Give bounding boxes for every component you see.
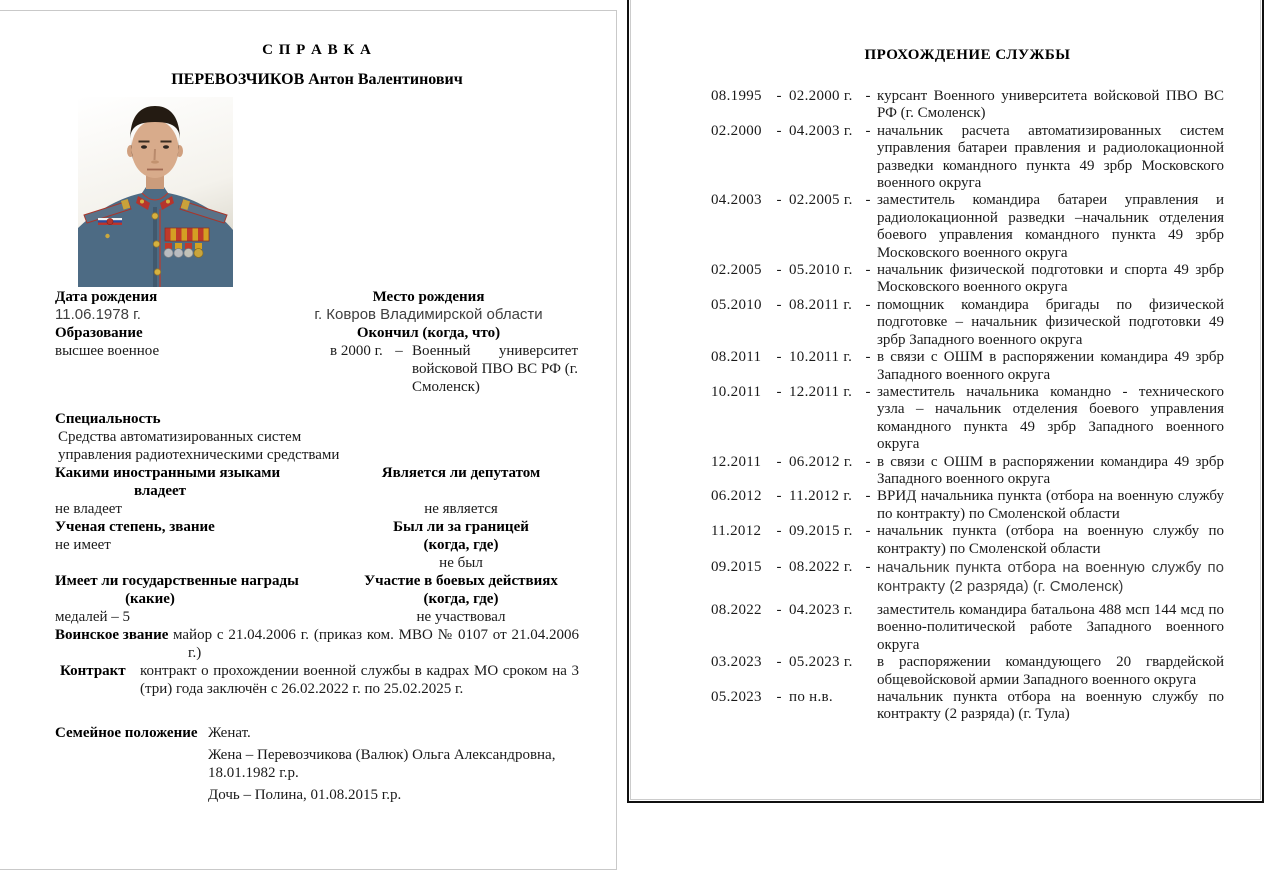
service-position: начальник физической подготовки и спорта 49 зрбр Московского военного округа [877,262,1224,296]
awards-block [55,572,340,626]
languages-label-line1: Какими иностранными языками [55,465,281,481]
languages-value: не владеет [55,501,122,517]
service-entry [711,88,1224,123]
service-date-to: 12.2011 г. [789,383,853,400]
family-line: Женат. [208,725,251,741]
service-date-from: 03.2023 [711,654,762,671]
education-header-row [55,324,579,342]
awards-combat-row [55,572,579,626]
birth-header-row [55,288,579,306]
date-range-separator: - [776,601,782,618]
combat-label-line1: Участие в боевых действиях [364,573,558,589]
languages-deputy-values [55,500,579,518]
entry-dash: - [865,122,871,139]
birth-value-row [55,306,579,324]
page-title: С П Р А В К А [262,42,372,58]
deputy-label: Является ли депутатом [381,465,541,481]
date-range-separator: - [776,122,782,139]
service-date-to: 05.2010 г. [789,262,853,279]
service-position: ВРИД начальника пункта (отбора на военную службу по контракту) по Смоленской области [877,488,1224,522]
service-date-from: 05.2023 [711,689,762,705]
graduated-label: Окончил (когда, что) [356,325,501,341]
rank-value: майор с 21.04.2006 г. (приказ ком. МВО № 0107 от 21.04.2006 г.) [173,627,579,661]
service-record-content [631,0,1260,799]
rank-label: Воинское звание [55,627,169,643]
family-line: Дочь – Полина, 01.08.2015 г.р. [208,787,402,803]
service-entry [711,297,1224,349]
languages-label [55,464,310,500]
entry-dash: - [865,262,871,279]
certificate-content [0,11,616,804]
awards-label-line1: Имеет ли государственные награды [55,573,299,589]
service-position: начальник пункта (отбора на военную службу по контракту) по Смоленской области [877,523,1224,557]
service-date-to: 04.2003 г. [789,122,853,139]
service-date-from: 06.2012 [711,488,762,505]
service-position: заместитель начальника командно - технического узла – начальник отделения боевого управления командного пункта 49 зрбр Западного военного округа [877,383,1224,453]
service-entry [711,454,1224,489]
date-range-separator: - [776,558,782,575]
graduated-institution: Военный университет войсковой ПВО ВС РФ (г. Смоленск) [412,343,578,395]
specialty-line1: Средства автоматизированных систем [58,429,302,445]
family-line: 18.01.1982 г.р. [208,765,299,781]
date-range-separator: - [776,296,782,313]
education-label: Образование [55,325,143,341]
service-entry [711,602,1224,654]
entry-dash: - [865,296,871,313]
date-range-separator: - [776,383,782,400]
service-date-to: 05.2023 г. [789,654,853,671]
service-date-to: 06.2012 г. [789,453,853,470]
service-date-from: 10.2011 [711,383,762,400]
ribbon-bar [165,228,209,241]
graduated-value [330,342,578,396]
service-entry [711,384,1224,454]
education-value: высшее военное [55,343,160,359]
service-entry [711,192,1224,262]
entry-dash: - [865,192,871,209]
family-line: Жена – Перевозчикова (Валюк) Ольга Александровна, [208,747,556,763]
service-date-from: 04.2003 [711,192,762,209]
service-position: в распоряжении командующего 20 гвардейской общевойсковой армии Западного военного округа [877,654,1224,688]
service-position: заместитель командира батальона 488 мсп 144 мсд по военно-политической работе Западного военного округа [877,601,1224,653]
service-entry [711,654,1224,689]
service-entry [711,523,1224,558]
certificate-page [0,10,617,870]
date-range-separator: - [776,523,782,540]
family-row [55,724,579,804]
date-range-separator: - [776,488,782,505]
service-entry [711,689,1224,724]
date-range-separator: - [776,88,782,104]
service-entry [711,558,1224,596]
entry-dash: - [865,523,871,540]
service-entries [711,88,1224,724]
entry-dash: - [865,453,871,470]
entry-dash [859,654,877,689]
service-date-to: 02.2005 г. [789,192,853,209]
service-record-page [627,0,1264,803]
service-date-to: 08.2011 г. [789,296,853,313]
entry-dash: - [865,488,871,505]
date-range-separator: - [776,654,782,671]
service-date-to: 09.2015 г. [789,523,853,540]
contract-value: контракт о прохождении военной службы в кадрах МО сроком на 3 (три) года заключён с 26.02.2022 г. по 25.02.2025 г. [140,663,579,697]
service-date-from: 08.2022 [711,601,762,618]
service-date-from: 12.2011 [711,453,762,470]
service-position: начальник пункта отбора на военную службу по контракту (2 разряда) (г. Смоленск) [877,558,1224,595]
degree-block [55,518,287,572]
rank-row [55,626,579,662]
service-entry [711,262,1224,297]
service-date-from: 02.2000 [711,122,762,139]
birth-date-label: Дата рождения [55,289,158,305]
combat-block [346,572,576,626]
service-entry [711,488,1224,523]
service-position: помощник командира бригады по физической подготовке – начальник физической подготовки 49 зрбр Западного военного округа [877,296,1224,348]
service-position: начальник пункта отбора на военную службу по контракту (2 разряда) (г. Тула) [877,689,1224,723]
degree-label: Ученая степень, звание [55,519,215,535]
service-date-from: 09.2015 [711,558,762,575]
abroad-label-line1: Был ли за границей [393,519,529,535]
abroad-value: не был [439,555,483,571]
awards-label-line2: (какие) [125,591,175,607]
service-record-title: ПРОХОЖДЕНИЕ СЛУЖБЫ [864,47,1071,63]
abroad-label-line2: (когда, где) [423,537,499,553]
combat-label-line2: (когда, где) [423,591,499,607]
birth-place-label: Место рождения [372,289,485,305]
contract-row [55,662,579,698]
date-range-separator: - [776,262,782,279]
service-date-from: 02.2005 [711,262,762,279]
entry-dash: - [865,558,871,575]
person-full-name: ПЕРЕВОЗЧИКОВ Антон Валентинович [171,71,463,88]
graduated-year: в 2000 г. [330,343,383,359]
service-entry [711,349,1224,384]
birth-place-value: г. Ковров Владимирской области [314,306,543,323]
family-label: Семейное положение [55,725,198,741]
service-position: заместитель командира батареи управления и радиолокационной разведки –начальник отделения боевого управления командного пункта 49 зрбр Московского военного округа [877,192,1224,261]
education-value-row [55,342,579,396]
entry-dash [859,602,877,654]
date-range-separator: - [776,453,782,470]
birth-date-value: 11.06.1978 г. [55,306,141,323]
degree-abroad-row [55,518,579,572]
date-range-separator: - [776,689,782,705]
service-position: в связи с ОШМ в распоряжении командира 49 зрбр Западного военного округа [877,453,1224,487]
specialty-line2: управления радиотехническими средствами [58,447,340,463]
degree-value: не имеет [55,537,111,553]
date-range-separator: - [776,192,782,209]
entry-dash: - [865,383,871,400]
service-entry [711,123,1224,193]
service-date-from: 08.1995 [711,88,762,104]
specialty-label: Специальность [55,411,161,427]
combat-value: не участвовал [416,609,506,625]
deputy-value: не является [424,501,498,517]
service-date-from: 11.2012 [711,523,762,540]
contract-label: Контракт [60,663,126,679]
service-position: начальник расчета автоматизированных систем управления батареи правления и радиолокационной разведки командного пункта 49 зрбр Московского военного округа [877,122,1224,192]
service-date-to: 10.2011 г. [789,349,853,366]
languages-label-line2: владеет [133,483,187,499]
abroad-block [346,518,576,572]
entry-dash: - [865,88,871,104]
date-range-separator: - [776,349,782,366]
service-date-to: 08.2022 г. [789,558,853,575]
service-position: курсант Военного университета войсковой ПВО ВС РФ (г. Смоленск) [877,88,1224,122]
officer-photo [78,97,233,287]
service-date-to: 04.2023 г. [789,601,853,618]
service-date-from: 05.2010 [711,296,762,313]
family-lines [208,724,555,804]
service-position: в связи с ОШМ в распоряжении командира 49 зрбр Западного военного округа [877,349,1224,383]
service-date-to: по н.в. [789,689,833,705]
service-date-to: 11.2012 г. [789,488,853,505]
service-date-from: 08.2011 [711,349,762,366]
dash-separator: – [395,343,403,359]
entry-dash [859,689,877,724]
service-date-to: 02.2000 г. [789,88,853,104]
awards-value: медалей – 5 [55,609,131,625]
languages-deputy-row [55,464,579,500]
entry-dash: - [865,349,871,366]
